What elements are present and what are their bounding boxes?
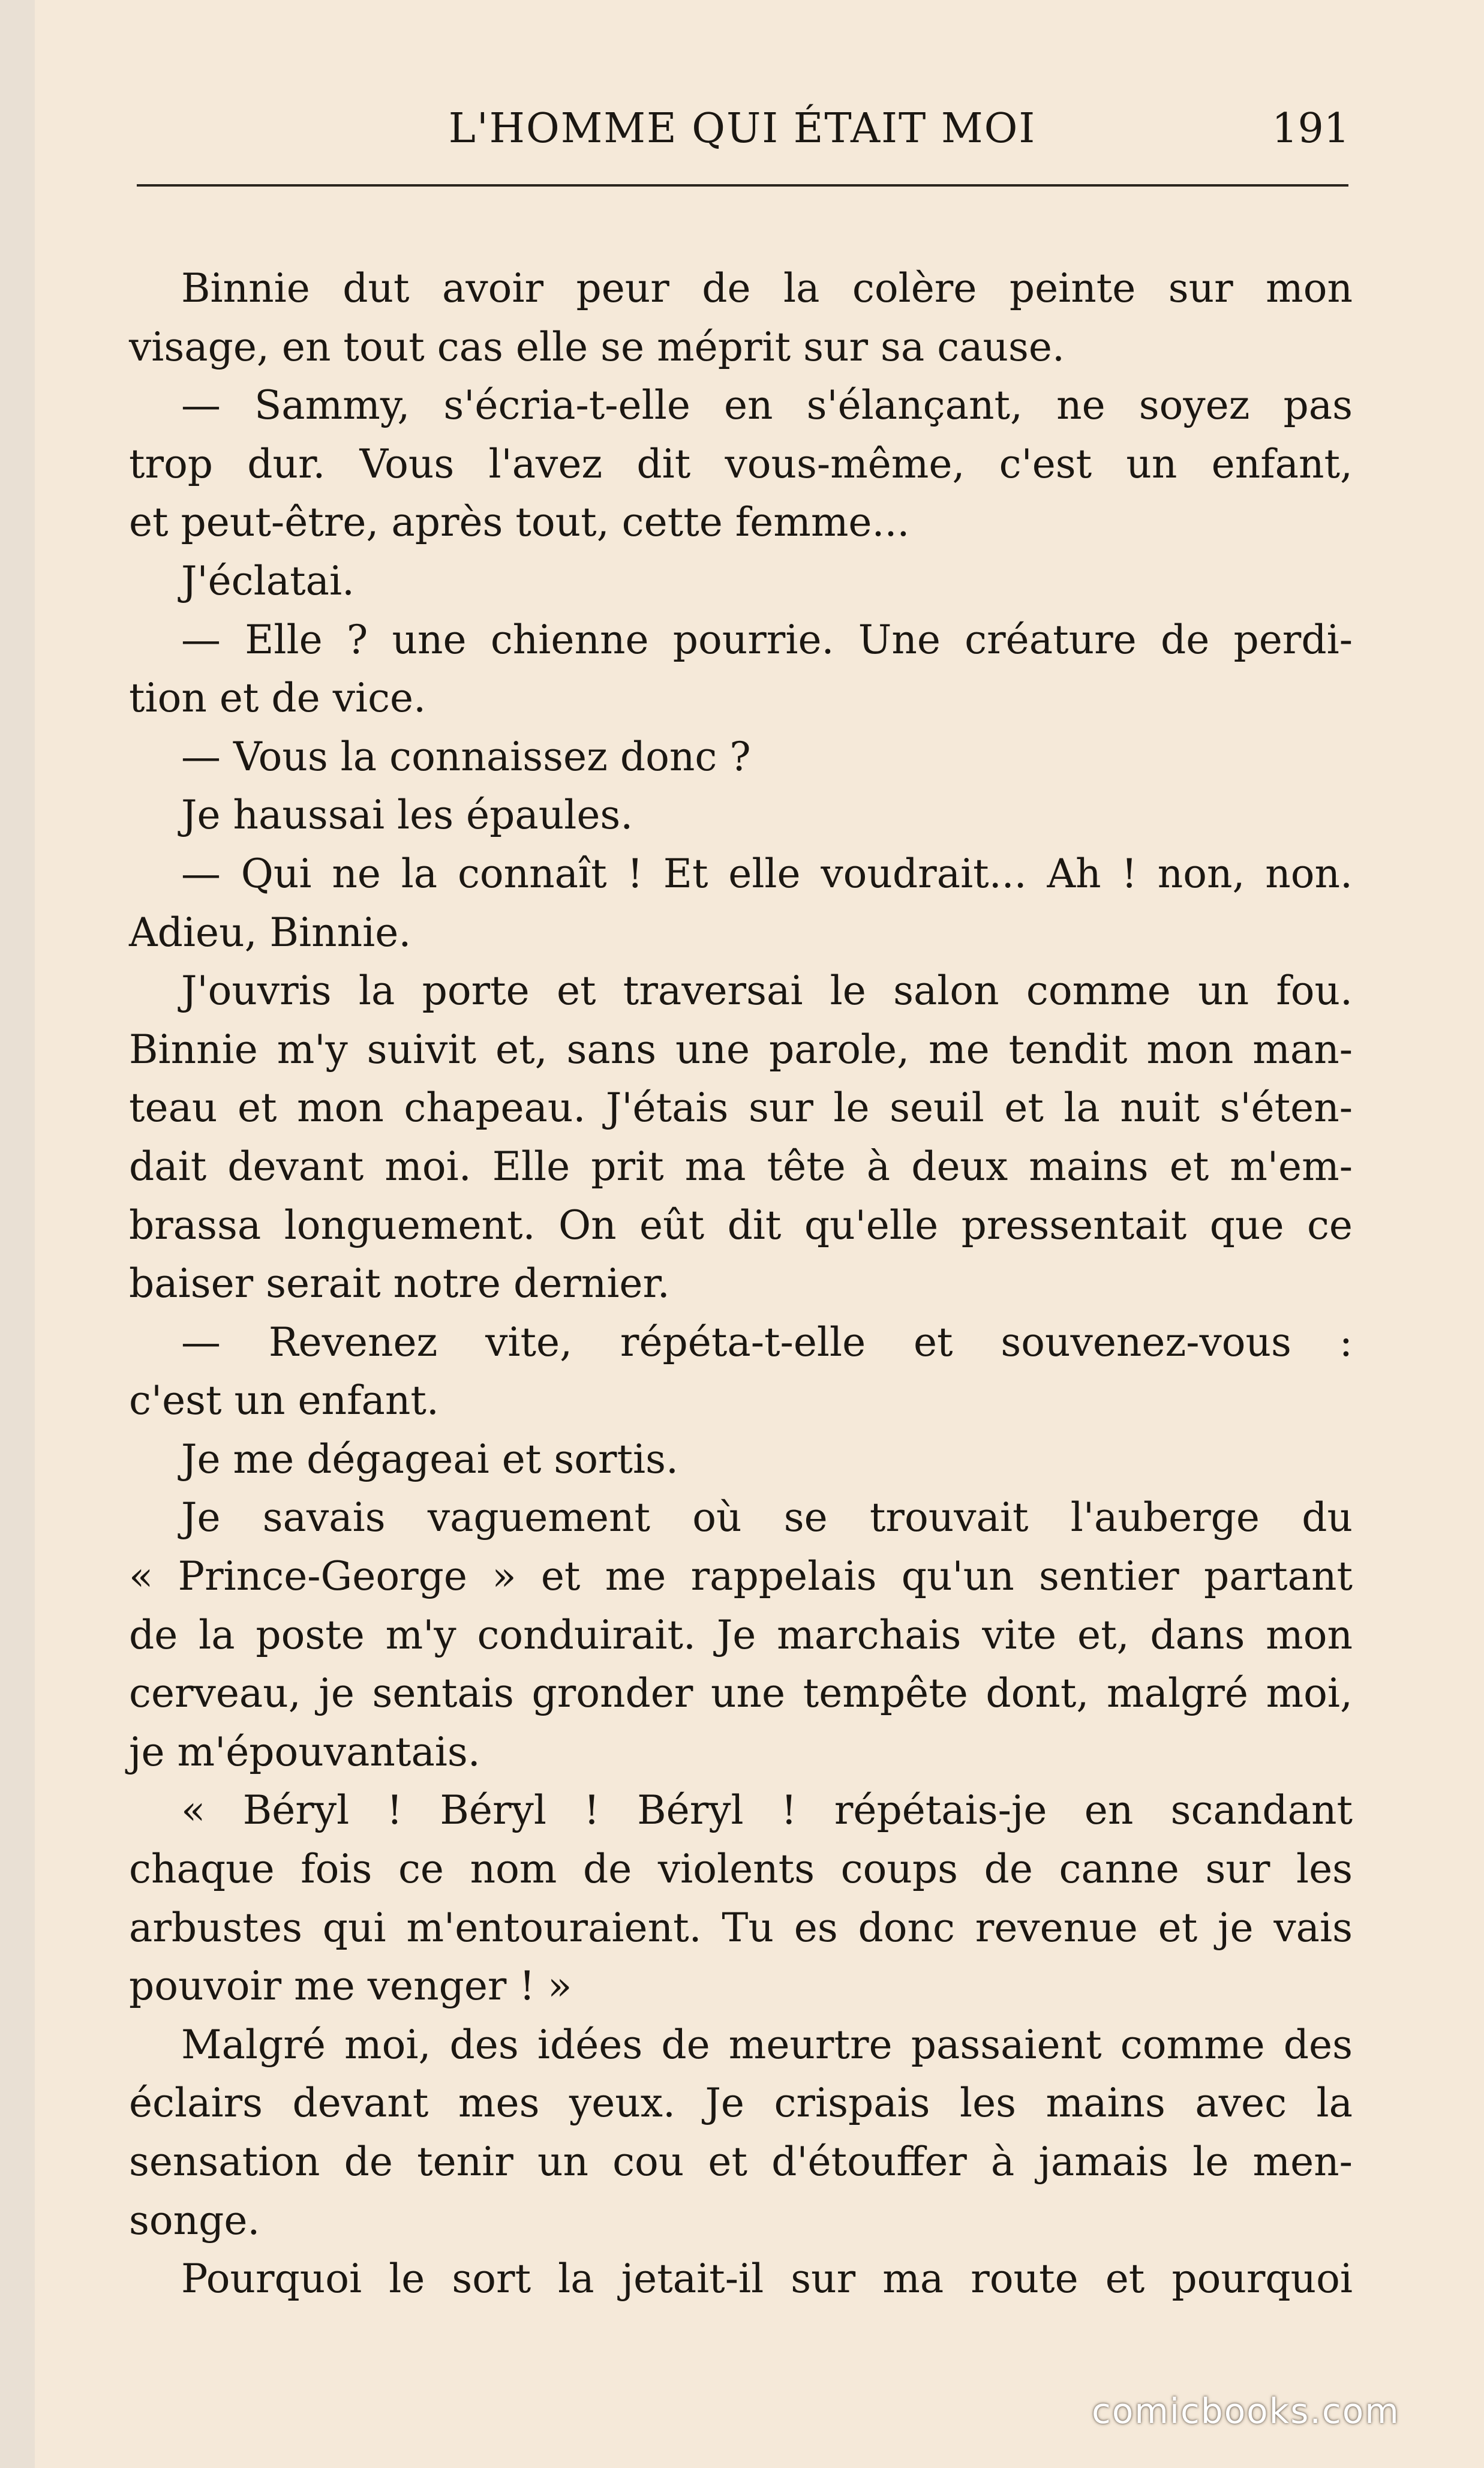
text-line: — Revenez vite, répéta-t-elle et souvenez-vous : [181,1319,1353,1365]
text-line: et peut-être, après tout, cette femme... [129,499,910,546]
text-line: éclairs devant mes yeux. Je crispais les mains avec la [129,2080,1353,2127]
running-title: L'HOMME QUI ÉTAIT MOI [448,105,1037,152]
text-line: sensation de tenir un cou et d'étouffer à jamais le men- [129,2139,1353,2185]
text-line: songe. [129,2197,260,2244]
text-line: Je haussai les épaules. [181,792,633,839]
page-left-edge [0,0,35,2468]
text-line: — Sammy, s'écria-t-elle en s'élançant, ne soyez pas [181,382,1353,429]
text-line: Binnie dut avoir peur de la colère peinte sur mon [181,265,1353,311]
text-line: — Vous la connaissez donc ? [181,733,751,780]
text-line: pouvoir me venger ! » [129,1963,572,2010]
text-line: Je savais vaguement où se trouvait l'auberge du [181,1494,1353,1541]
body-text [129,259,1353,2308]
text-line: baiser serait notre dernier. [129,1260,670,1307]
text-line: chaque fois ce nom de violents coups de canne sur les [129,1846,1353,1893]
text-line: Adieu, Binnie. [129,909,411,956]
text-line: J'ouvris la porte et traversai le salon comme un fou. [181,968,1353,1014]
page-number: 191 [1272,105,1350,152]
text-line: c'est un enfant. [129,1377,439,1424]
text-line: teau et mon chapeau. J'étais sur le seuil et la nuit s'éten- [129,1085,1353,1131]
text-line: J'éclatai. [181,557,355,604]
text-line: cerveau, je sentais gronder une tempête dont, malgré moi, [129,1670,1353,1717]
text-line: je m'épouvantais. [129,1728,480,1775]
text-line: dait devant moi. Elle prit ma tête à deux mains et m'em- [129,1143,1353,1190]
header-rule [137,184,1348,187]
text-line: Binnie m'y suivit et, sans une parole, me tendit mon man- [129,1026,1353,1073]
text-line: arbustes qui m'entouraient. Tu es donc revenue et je vais [129,1904,1353,1951]
text-line: visage, en tout cas elle se méprit sur sa cause. [129,323,1065,370]
watermark: comicbooks.com [1092,2391,1400,2431]
text-line: — Qui ne la connaît ! Et elle voudrait... Ah ! non, non. [181,850,1353,897]
text-line: brassa longuement. On eût dit qu'elle pressentait que ce [129,1202,1353,1248]
text-line: trop dur. Vous l'avez dit vous-même, c'est un enfant, [129,440,1353,487]
text-line: tion et de vice. [129,675,426,722]
text-line: « Prince-George » et me rappelais qu'un sentier partant [129,1553,1353,1600]
page-header [135,105,1350,153]
text-line: Pourquoi le sort la jetait-il sur ma route et pourquoi [181,2256,1353,2302]
text-line: Malgré moi, des idées de meurtre passaient comme des [181,2021,1353,2068]
text-line: — Elle ? une chienne pourrie. Une créature de perdi- [181,616,1353,663]
text-line: Je me dégageai et sortis. [181,1436,678,1482]
text-line: de la poste m'y conduirait. Je marchais vite et, dans mon [129,1611,1353,1658]
text-line: « Béryl ! Béryl ! Béryl ! répétais-je en scandant [181,1787,1353,1834]
